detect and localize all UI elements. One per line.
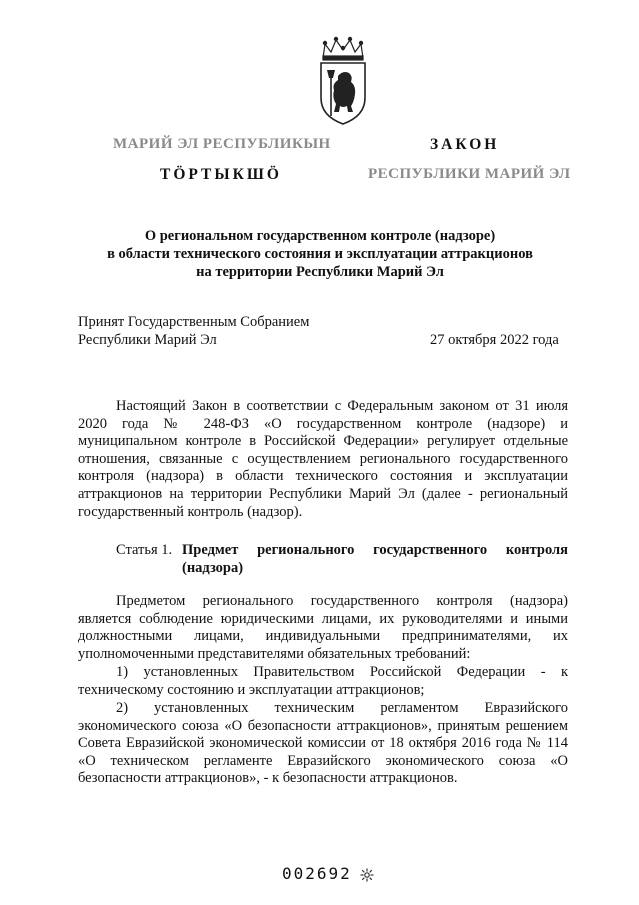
- header-left-line1: МАРИЙ ЭЛ РЕСПУБЛИКЫН: [113, 136, 331, 152]
- preamble-text: Настоящий Закон в соответствии с Федеральным законом от 31 июля 2020 года № 248-ФЗ «О государственном контроле (надзоре) и муниципальном контроле в Российской Федерации» регулирует отдельные отношения, связанные с осуществлением регионального государственного контроля (надзора) в области технического состояния и эксплуатации аттракционов на территории Республики Марий Эл (далее - региональный государственный контроль (надзор).: [78, 398, 568, 520]
- law-title-line3: на территории Республики Марий Эл: [196, 264, 444, 280]
- article1-label: Статья 1.: [116, 542, 173, 558]
- law-title-line2: в области технического состояния и эксплуатации аттракционов: [107, 246, 533, 262]
- coat-of-arms-emblem: [318, 36, 368, 126]
- adoption-date: 27 октября 2022 года: [430, 332, 559, 348]
- law-title: [60, 227, 580, 281]
- adoption-line2: Республики Марий Эл: [78, 332, 217, 348]
- ornament-icon: [360, 868, 374, 882]
- article1-intro-text: Предметом регионального государственного контроля (надзора) является соблюдение юридическими лицами, их руководителями и иными должностными лицами, индивидуальными предпринимателями, их уполномоченными представителями обязательных требований:: [78, 593, 568, 662]
- article1-item1-text: 1) установленных Правительством Российской Федерации - к техническому состоянию и эксплуатации аттракционов;: [78, 664, 568, 698]
- header-right-line1: ЗАКОН: [430, 136, 500, 153]
- article1-item1: [78, 664, 568, 699]
- adoption-line1: Принят Государственным Собранием: [78, 314, 310, 330]
- article1-item2: [78, 700, 568, 788]
- serial-number: 002692: [282, 864, 352, 883]
- article1-item2-text: 2) установленных техническим регламентом Евразийского экономического союза «О безопасности аттракционов», принятым решением Совета Евразийской экономической комиссии от 18 октября 2016 года № 114 «О техническом регламенте Евразийского экономического союза «О безопасности аттракционов», - к безопасности аттракционов.: [78, 700, 568, 787]
- law-title-line1: О региональном государственном контроле (надзоре): [144, 228, 496, 244]
- header-left-line2: ТӦРТЫКШӦ: [160, 166, 282, 183]
- preamble-paragraph: [78, 398, 568, 521]
- header-right-line2: РЕСПУБЛИКИ МАРИЙ ЭЛ: [368, 166, 571, 182]
- article1-intro: [78, 593, 568, 663]
- article1-heading: Предмет регионального государственного контроля (надзора): [182, 542, 568, 576]
